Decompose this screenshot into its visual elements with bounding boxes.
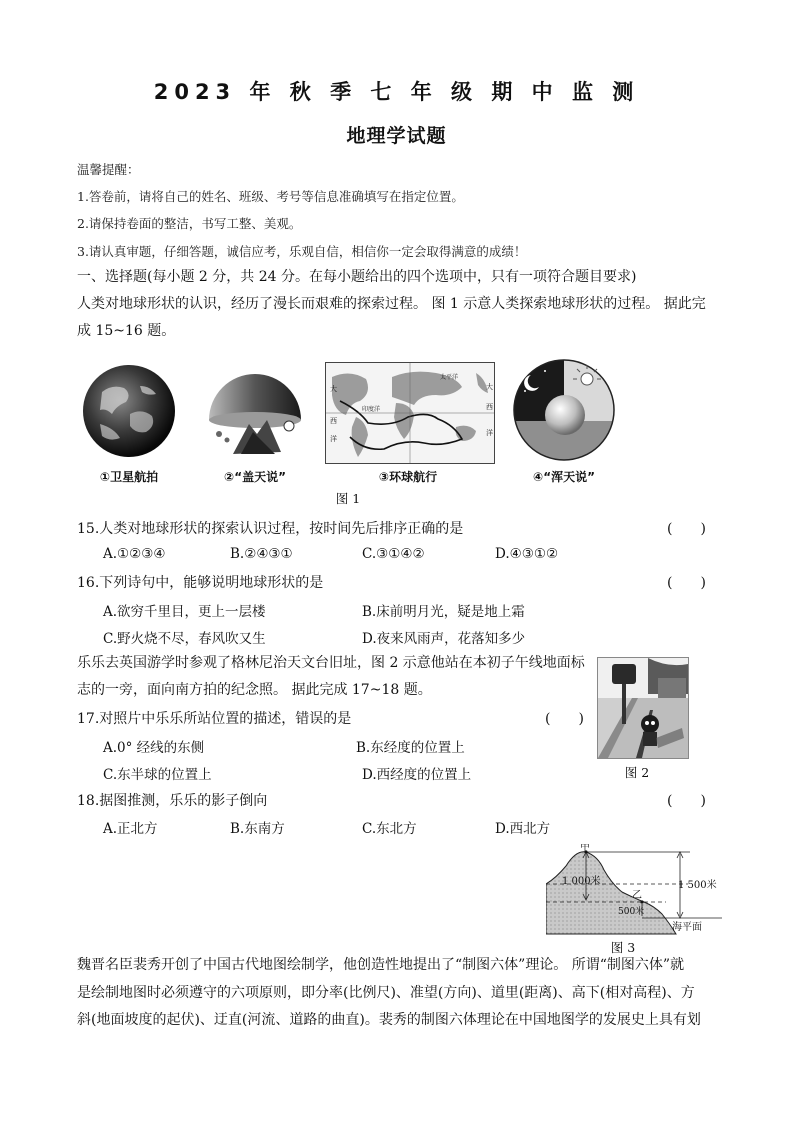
greenwich-photo: [597, 657, 689, 759]
notice-item: 1.答卷前，请将自己的姓名、班级、考号等信息准确填写在指定位置。: [77, 189, 464, 204]
option: B.床前明月光，疑是地上霜: [362, 604, 525, 620]
intro-line: 志的一旁，面向南方拍的纪念照。 据此完成 17~18 题。: [77, 682, 432, 698]
answer-blank: ( ): [667, 575, 706, 591]
intro-line: 乐乐去英国游学时参观了格林尼治天文台旧址，图 2 示意他站在本初子午线地面标: [77, 655, 585, 671]
figure-caption: ②“盖天说”: [224, 470, 286, 484]
satellite-earth-image: [80, 362, 178, 460]
figure-caption: ④“浑天说”: [533, 470, 595, 484]
point-label: 甲: [580, 844, 590, 853]
map-label: 太平洋: [440, 374, 459, 381]
height-label: 1 000米: [562, 876, 601, 887]
intro-line: 斜(地面坡度的起伏)、迂直(河流、道路的曲直)。裴秀的制图六体理论在中国地图学的发展史上具有划: [77, 1012, 701, 1028]
dome-heaven-image: [205, 362, 305, 462]
map-label: 西: [486, 403, 493, 411]
answer-blank: ( ): [667, 521, 706, 537]
option: C.东半球的位置上: [103, 767, 212, 783]
figure-caption: ①卫星航拍: [99, 470, 159, 484]
exam-title: 2023 年 秋 季 七 年 级 期 中 监 测: [153, 80, 640, 104]
option: C.野火烧不尽，春风吹又生: [103, 631, 266, 647]
option: B.东南方: [230, 821, 285, 837]
map-label: 洋: [330, 435, 337, 443]
world-voyage-map: [325, 362, 495, 464]
option: D.④③①②: [495, 546, 559, 562]
option: B.②④③①: [230, 546, 293, 562]
figure-label: 图 1: [335, 491, 361, 506]
terrain-cross-section: [546, 844, 722, 936]
question-stem: 17.对照片中乐乐所站位置的描述，错误的是: [77, 711, 352, 727]
height-label: 500米: [618, 907, 645, 917]
option: D.西经度的位置上: [362, 767, 472, 783]
intro-line: 人类对地球形状的认识，经历了漫长而艰难的探索过程。 图 1 示意人类探索地球形状的过程。 据此完: [77, 296, 706, 312]
section-heading: 一、选择题(每小题 2 分，共 24 分。在每小题给出的四个选项中，只有一项符合题目要求): [77, 269, 637, 285]
notice-item: 3.请认真审题，仔细答题，诚信应考，乐观自信，相信你一定会取得满意的成绩！: [77, 244, 527, 259]
question-stem: 15.人类对地球形状的探索认识过程，按时间先后排序正确的是: [77, 521, 464, 537]
map-label: 洋: [486, 429, 493, 437]
intro-line: 是绘制地图时必须遵守的六项原则，即分率(比例尺)、准望(方向)、道里(距离)、高下(相对高程)、方: [77, 985, 695, 1001]
option: A.①②③④: [103, 546, 166, 562]
notice-item: 2.请保持卷面的整洁，书写工整、美观。: [77, 216, 302, 231]
option: A.0° 经线的东侧: [103, 740, 205, 756]
map-label: 印度洋: [362, 406, 381, 413]
answer-blank: ( ): [667, 793, 706, 809]
exam-subtitle: 地理学试题: [346, 125, 447, 147]
point-label: 乙: [632, 890, 642, 901]
figure-label: 图 3: [610, 940, 636, 955]
option: C.东北方: [362, 821, 417, 837]
notice-heading: 温馨提醒：: [77, 162, 140, 177]
option: D.西北方: [495, 821, 551, 837]
map-label: 大: [486, 383, 493, 391]
sea-level-label: 海平面: [672, 922, 702, 933]
option: D.夜来风雨声，花落知多少: [362, 631, 526, 647]
figure-caption: ③环球航行: [378, 470, 438, 484]
map-label: 大: [330, 385, 337, 393]
question-stem: 16.下列诗句中，能够说明地球形状的是: [77, 575, 324, 591]
figure-label: 图 2: [624, 765, 650, 780]
question-stem: 18.据图推测，乐乐的影子倒向: [77, 793, 268, 809]
option: A.欲穷千里目，更上一层楼: [103, 604, 266, 620]
height-label: 1 500米: [678, 880, 717, 891]
option: A.正北方: [103, 821, 158, 837]
option: C.③①④②: [362, 546, 425, 562]
answer-blank: ( ): [545, 711, 584, 727]
option: B.东经度的位置上: [356, 740, 465, 756]
intro-line: 魏晋名臣裴秀开创了中国古代地图绘制学，他创造性地提出了“制图六体”理论。 所谓“制图六体”就: [77, 957, 685, 973]
map-label: 西: [330, 417, 337, 425]
intro-line: 成 15~16 题。: [77, 323, 176, 339]
armillary-universe-image: [511, 357, 617, 463]
